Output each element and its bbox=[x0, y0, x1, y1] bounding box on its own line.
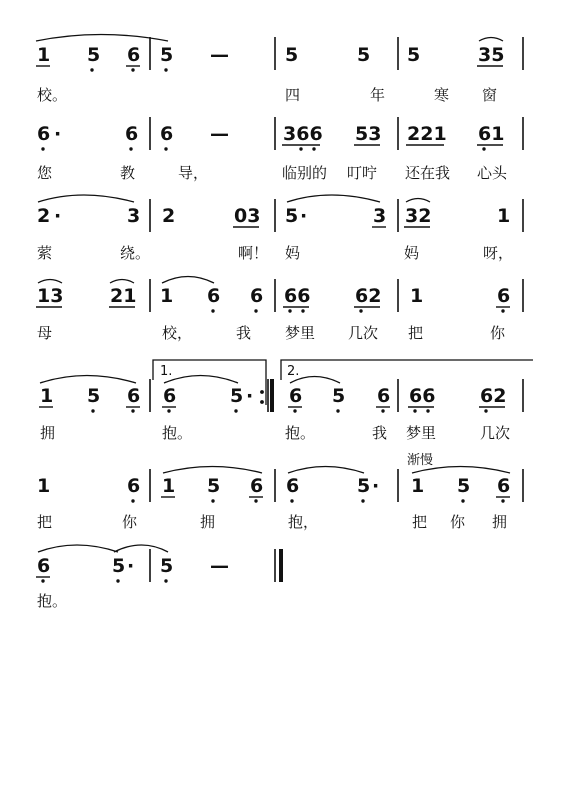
note: 5 bbox=[332, 385, 346, 407]
slur bbox=[288, 467, 364, 474]
score-row-4 bbox=[36, 277, 523, 343]
augmentation-dot: · bbox=[127, 555, 135, 577]
augmentation-dot: · bbox=[54, 205, 62, 227]
low-octave-dot bbox=[293, 409, 296, 412]
lyric: 呀， bbox=[483, 244, 514, 262]
lyric: 校， bbox=[162, 324, 193, 342]
low-octave-dot bbox=[254, 499, 257, 502]
note: 6 bbox=[286, 475, 300, 497]
note-group: 66 bbox=[409, 385, 436, 407]
low-octave-dot bbox=[131, 499, 134, 502]
low-octave-dot bbox=[426, 409, 429, 412]
low-octave-dot bbox=[131, 68, 134, 71]
lyric: 您 bbox=[37, 164, 53, 182]
note: 6 bbox=[37, 555, 51, 577]
low-octave-dot bbox=[116, 579, 119, 582]
lyric: 叮咛 bbox=[347, 164, 378, 182]
low-octave-dot bbox=[290, 499, 293, 502]
dash-note: — bbox=[210, 555, 229, 577]
score-row-7 bbox=[36, 545, 281, 610]
note-group: 13 bbox=[37, 285, 64, 307]
note: 6 bbox=[125, 123, 139, 145]
note: 6 bbox=[127, 475, 141, 497]
note: 6 bbox=[250, 475, 264, 497]
note: 6 bbox=[163, 385, 177, 407]
note: 5 bbox=[407, 44, 421, 66]
note: 1 bbox=[162, 475, 176, 497]
note-group: 32 bbox=[405, 205, 432, 227]
slur bbox=[36, 35, 168, 42]
lyric: 窗 bbox=[482, 86, 498, 104]
note-group: 366 bbox=[283, 123, 323, 145]
note-group: 53 bbox=[355, 123, 382, 145]
augmentation-dot: · bbox=[54, 123, 62, 145]
low-octave-dot bbox=[501, 499, 504, 502]
note-group: 62 bbox=[355, 285, 382, 307]
low-octave-dot bbox=[167, 409, 170, 412]
note: 5 bbox=[87, 44, 101, 66]
lyric: 萦 bbox=[37, 244, 53, 262]
repeat-dot bbox=[260, 390, 264, 394]
note: 6 bbox=[497, 285, 511, 307]
low-octave-dot bbox=[164, 579, 167, 582]
lyric: 把 bbox=[37, 513, 53, 531]
lyric: 我 bbox=[236, 324, 252, 342]
note: 5 bbox=[457, 475, 471, 497]
low-octave-dot bbox=[129, 147, 132, 150]
note: 6 bbox=[497, 475, 511, 497]
note-group: 61 bbox=[478, 123, 505, 145]
note: 1 bbox=[497, 205, 511, 227]
low-octave-dot bbox=[234, 409, 237, 412]
slur bbox=[38, 280, 62, 284]
low-octave-dot bbox=[131, 409, 134, 412]
lyric: 母 bbox=[37, 324, 53, 342]
note-group: 221 bbox=[407, 123, 447, 145]
lyric: 抱。 bbox=[37, 592, 68, 610]
lyric: 我 bbox=[372, 424, 388, 442]
low-octave-dot bbox=[41, 147, 44, 150]
low-octave-dot bbox=[90, 68, 93, 71]
note: 5 bbox=[112, 555, 126, 577]
lyric: 年 bbox=[370, 86, 386, 104]
low-octave-dot bbox=[336, 409, 339, 412]
lyric: 抱。 bbox=[162, 424, 193, 442]
score-row-2 bbox=[37, 117, 523, 182]
low-octave-dot bbox=[301, 309, 304, 312]
augmentation-dot: · bbox=[246, 385, 254, 407]
note: 2 bbox=[162, 205, 176, 227]
low-octave-dot bbox=[484, 409, 487, 412]
low-octave-dot bbox=[164, 68, 167, 71]
note-group: 66 bbox=[284, 285, 311, 307]
low-octave-dot bbox=[41, 579, 44, 582]
repeat-dot bbox=[260, 400, 264, 404]
score-row-6 bbox=[37, 467, 523, 532]
note: 1 bbox=[40, 385, 54, 407]
score-row-1 bbox=[36, 35, 523, 105]
note: 5 bbox=[230, 385, 244, 407]
lyric: 四 bbox=[285, 86, 301, 104]
note: 6 bbox=[377, 385, 391, 407]
note: 5 bbox=[357, 44, 371, 66]
note-group: 03 bbox=[234, 205, 261, 227]
lyric: 抱， bbox=[288, 513, 319, 531]
score-row-5 bbox=[39, 360, 533, 468]
note: 6 bbox=[160, 123, 174, 145]
lyric: 临别的 bbox=[282, 164, 328, 182]
lyric: 梦里 bbox=[285, 324, 316, 342]
note: 5 bbox=[160, 555, 174, 577]
note: 3 bbox=[127, 205, 141, 227]
lyric: 拥 bbox=[200, 513, 216, 531]
lyric: 你 bbox=[490, 324, 506, 342]
low-octave-dot bbox=[299, 147, 302, 150]
note: 5 bbox=[285, 205, 299, 227]
low-octave-dot bbox=[359, 309, 362, 312]
low-octave-dot bbox=[501, 309, 504, 312]
slur bbox=[38, 545, 118, 552]
lyric: 把 bbox=[412, 513, 428, 531]
low-octave-dot bbox=[312, 147, 315, 150]
slur bbox=[287, 195, 380, 202]
lyric: 还在我 bbox=[405, 164, 451, 182]
lyric: 拥 bbox=[492, 513, 508, 531]
note-group: 21 bbox=[110, 285, 137, 307]
lyric: 教 bbox=[120, 164, 136, 182]
lyric: 妈 bbox=[285, 244, 301, 262]
note: 5 bbox=[207, 475, 221, 497]
note: 1 bbox=[160, 285, 174, 307]
lyric: 心头 bbox=[477, 164, 508, 182]
lyric: 把 bbox=[408, 324, 424, 342]
low-octave-dot bbox=[461, 499, 464, 502]
lyric: 梦里 bbox=[406, 424, 437, 442]
note: 6 bbox=[37, 123, 51, 145]
note: 2 bbox=[37, 205, 51, 227]
lyric: 校。 bbox=[37, 86, 68, 104]
lyric: 你 bbox=[450, 513, 466, 531]
low-octave-dot bbox=[211, 309, 214, 312]
low-octave-dot bbox=[211, 499, 214, 502]
note: 5 bbox=[285, 44, 299, 66]
lyric: 拥 bbox=[40, 424, 56, 442]
note: 5 bbox=[87, 385, 101, 407]
note: 5 bbox=[160, 44, 174, 66]
slur bbox=[110, 280, 134, 284]
score-row-3 bbox=[37, 195, 523, 262]
slur bbox=[479, 38, 503, 42]
low-octave-dot bbox=[381, 409, 384, 412]
note: 6 bbox=[127, 385, 141, 407]
note-group: 62 bbox=[480, 385, 507, 407]
note: 6 bbox=[250, 285, 264, 307]
note: 6 bbox=[127, 44, 141, 66]
note: 6 bbox=[207, 285, 221, 307]
dash-note: — bbox=[210, 123, 229, 145]
augmentation-dot: · bbox=[372, 475, 380, 497]
low-octave-dot bbox=[91, 409, 94, 412]
note: 1 bbox=[411, 475, 425, 497]
lyric: 啊！ bbox=[238, 244, 269, 262]
low-octave-dot bbox=[164, 147, 167, 150]
low-octave-dot bbox=[254, 309, 257, 312]
slur bbox=[164, 376, 238, 384]
volta-label: 1. bbox=[160, 364, 173, 379]
lyric: 几次 bbox=[480, 424, 511, 442]
slur bbox=[114, 545, 168, 552]
volta-label: 2. bbox=[287, 364, 300, 379]
slur bbox=[38, 195, 134, 202]
lyric: 几次 bbox=[348, 324, 379, 342]
note: 1 bbox=[37, 44, 51, 66]
expression-mark: 渐慢 bbox=[407, 453, 434, 468]
slur bbox=[40, 376, 136, 384]
note: 1 bbox=[410, 285, 424, 307]
slur bbox=[406, 199, 430, 203]
note-group: 35 bbox=[478, 44, 505, 66]
low-octave-dot bbox=[361, 499, 364, 502]
lyric: 抱。 bbox=[285, 424, 316, 442]
augmentation-dot: · bbox=[300, 205, 308, 227]
note: 5 bbox=[357, 475, 371, 497]
lyric: 导， bbox=[178, 164, 209, 182]
note: 3 bbox=[373, 205, 387, 227]
lyric: 寒 bbox=[434, 86, 450, 104]
note: 6 bbox=[289, 385, 303, 407]
lyric: 妈 bbox=[404, 244, 420, 262]
low-octave-dot bbox=[413, 409, 416, 412]
lyric: 绕。 bbox=[120, 244, 151, 262]
low-octave-dot bbox=[288, 309, 291, 312]
dash-note: — bbox=[210, 44, 229, 66]
low-octave-dot bbox=[482, 147, 485, 150]
lyric: 你 bbox=[122, 513, 138, 531]
slur bbox=[163, 467, 262, 474]
slur bbox=[162, 277, 214, 284]
note: 1 bbox=[37, 475, 51, 497]
